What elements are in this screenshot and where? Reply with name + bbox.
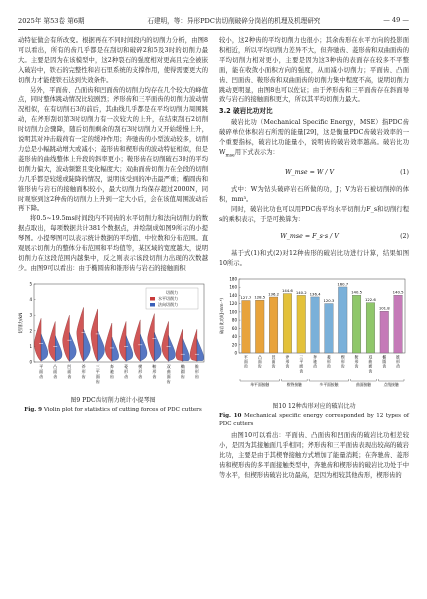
violin-normal (154, 332, 161, 361)
violin-horizontal (190, 329, 197, 361)
running-header (18, 14, 409, 26)
violin-horizontal (162, 321, 169, 361)
violin-normal (84, 329, 91, 361)
bar (338, 286, 347, 352)
x-tick-label: 锥 (396, 354, 400, 360)
group-label: 多平面接触 (319, 381, 339, 387)
x-tick-label: 形 (285, 358, 290, 364)
header-issue: 2025年 第53卷 第6期 (18, 17, 85, 25)
x-tick-label: 形 (81, 368, 86, 374)
paragraph: 较小，这2种齿的平均切削力也很小；其余齿形在水平方向的投影面积相近，所以平均切削力差异不大，但奔驰齿、菱形齿和双曲面齿的平均切削力相对更小，主要是因为这3种齿的表面存在较多不平整面，能在收敛小面积方向的强度，从而减小切削力；平面齿、凸面齿、凹面齿、鞍形齿和双曲面齿的切削力集中程度不高，说明切削力跳动更明显，由图8也可以佐证；由于斧形齿和三平面齿存在斜面导致与岩石的接触面积更大，所以其平均切削力最大。 (219, 37, 409, 104)
x-tick-label: 齿 (138, 373, 143, 379)
violin-horizontal (48, 321, 55, 361)
violin-horizontal (63, 315, 70, 361)
x-tick-label: 形 (327, 358, 331, 364)
right-column (219, 36, 409, 481)
violin-horizontal (119, 321, 126, 361)
x-tick-label: 齿 (299, 367, 304, 373)
violin-normal (55, 335, 62, 361)
x-tick-label: 菱 (124, 363, 129, 369)
equation-2-number: (2) (400, 232, 409, 240)
x-tick-label: 形 (396, 358, 400, 364)
x-tick-label: 椭 (180, 363, 185, 369)
figure-9-caption-en (18, 407, 208, 415)
y-tick-label: 140 (229, 292, 237, 298)
x-tick-label: 斧 (81, 363, 86, 369)
paragraph: 式中：W为钻头破碎岩石所做的功，J；V为岩石被切削掉的体积，mm³。 (219, 186, 409, 204)
figure-10-label: Fig. 10 (219, 413, 242, 420)
data-label: 136.2 (268, 291, 280, 297)
x-tick-label: 齿 (271, 363, 276, 369)
x-tick-label: 齿 (396, 363, 400, 369)
paragraph-text: 用下式表示为： (234, 148, 279, 156)
x-tick-label: 形 (152, 368, 157, 374)
x-tick-label: 双 (166, 363, 171, 369)
violin-horizontal (176, 329, 183, 361)
violin-normal (41, 334, 48, 361)
y-tick-label: 2 (29, 328, 32, 334)
bar (255, 300, 264, 353)
figure-10-caption-cn: 图10 12种齿形对应的破岩比功 (272, 403, 356, 411)
x-tick-label: 曲 (368, 358, 373, 364)
x-tick-label: 鞍 (152, 363, 157, 369)
y-tick-label: 0 (234, 350, 237, 356)
y-tick-label: 160 (229, 284, 237, 290)
figure-10 (219, 273, 409, 429)
x-tick-label: 面 (95, 373, 100, 379)
x-tick-label: 凸 (257, 354, 262, 360)
y-axis-label: 切削力/kN (19, 312, 24, 334)
violin-horizontal (77, 307, 84, 361)
x-tick-label: 奔 (313, 354, 317, 360)
x-tick-label: 双 (368, 354, 373, 360)
x-tick-label: 锥 (194, 363, 199, 369)
paragraph: 基于式(1)和式(2)对12种齿形的破岩比功进行计算，结果如图10所示。 (219, 249, 409, 267)
legend-swatch (150, 303, 155, 307)
x-tick-label: 面 (166, 373, 171, 379)
x-tick-label: 面 (299, 363, 304, 369)
equation-1-number: (1) (400, 169, 409, 177)
section-heading: 3.2 破岩比功对比 (219, 107, 273, 116)
y-tick-label: 100 (229, 308, 237, 314)
bar (380, 311, 389, 353)
bar (311, 296, 320, 352)
violin-normal (183, 338, 190, 361)
x-tick-label: 平 (299, 358, 304, 364)
violin-normal (69, 332, 76, 361)
x-tick-label: 齿 (180, 373, 185, 379)
data-label: 160.7 (337, 280, 349, 286)
violin-normal (169, 335, 176, 361)
y-tick-label: 5 (29, 281, 32, 287)
group-label: 单平面接触 (250, 381, 270, 387)
violin-horizontal (34, 318, 41, 361)
violin-normal (112, 337, 119, 361)
violin-horizontal (105, 323, 112, 361)
figure-10-caption-text: Mechanical specific energy corresponded by 12 types of PDC cutters (219, 413, 409, 427)
x-tick-label: 齿 (257, 363, 262, 369)
figure-9-caption-cn: 图9 PDC齿切削力统计小提琴图 (70, 396, 156, 404)
paragraph: 将0.5~19.5ms时间段内不同齿的水平切削力和法向切削力的数据点取出，每项数据共计381个数据点，并绘制成如图9所示的小提琴图。小提琴图可以表示统计数据的平均值、中位数和分布范围。直观展示切削力的整体分布范围和平均值等，某区域的宽度越大，说明切削力在这段范围内越集中，反之则表示该段切削力出现的次数越少。由图9可以看出：由于椭圆齿和锥形齿与岩石的接触面积 (18, 215, 208, 272)
x-tick-label: 平 (95, 368, 100, 374)
x-tick-label: 面 (53, 368, 58, 374)
x-tick-label: 平 (244, 354, 248, 360)
paragraph: 由图10可以看出：平面齿、凸面齿和凹面齿的破岩比功相差较小，是因为其接触面几乎相同；斧形齿和三平面齿表现出较高的破岩比功，主要是由于其楔脊接触方式增加了能量消耗；在奔驰齿、菱形齿和楔形齿的多平面接触类型中，奔驰齿和楔形齿的破岩比功处于中等水平，但楔形齿破岩比功最高，是因为相较其他齿形，楔形齿的 (219, 432, 409, 479)
x-tick-label: 面 (67, 368, 72, 374)
data-label: 140.5 (351, 289, 363, 295)
legend-label: 法向切削力 (158, 301, 178, 307)
violin-horizontal (91, 309, 98, 361)
header-title: 石建明，等：异形PDC齿切削破碎分岗岩的机理及机理研究 (147, 17, 321, 25)
x-tick-label: 齿 (382, 363, 387, 369)
x-tick-label: 齿 (124, 373, 129, 379)
x-tick-label: 齿 (67, 373, 72, 379)
x-tick-label: 齿 (285, 363, 290, 369)
x-tick-label: 齿 (166, 378, 171, 384)
bar (297, 295, 306, 353)
bar (325, 303, 334, 352)
group-label: 曲面接触 (355, 381, 372, 387)
x-tick-label: 齿 (152, 373, 157, 379)
x-tick-label: 齿 (340, 363, 345, 369)
x-tick-label: 齿 (368, 367, 373, 373)
data-label: 122.6 (364, 296, 376, 302)
x-tick-label: 凹 (67, 363, 72, 369)
bar (269, 297, 278, 353)
x-tick-label: 形 (340, 358, 345, 364)
x-tick-label: 曲 (166, 368, 171, 374)
x-tick-label: 齿 (109, 373, 114, 379)
y-tick-label: 1 (29, 343, 32, 349)
x-tick-label: 齿 (39, 373, 44, 379)
x-tick-label: 齿 (53, 373, 58, 379)
paragraph: 破岩比功（Mechanical Specific Energy，MSE）指PDC齿破碎单位体积岩石所需的能量[29]，这是衡量PDC齿破岩效率的一个重要指标，破岩比功能量小，说明齿的破岩效率越高。破岩比功$W_{mse}$用下式表示为： (219, 119, 409, 159)
header-rule (18, 29, 409, 30)
y-tick-label: 0 (29, 359, 32, 365)
data-label: 140.2 (295, 289, 307, 295)
x-tick-label: 驰 (313, 358, 317, 364)
x-tick-label: 齿 (81, 373, 86, 379)
legend-swatch (150, 297, 155, 301)
data-label: 128.5 (254, 294, 266, 300)
equation-1 (219, 165, 409, 181)
bar (242, 300, 251, 352)
x-tick-label: 面 (244, 358, 248, 364)
bar (352, 295, 361, 353)
x-tick-label: 齿 (244, 363, 248, 369)
data-label: 136.4 (309, 290, 321, 296)
x-tick-label: 齿 (313, 363, 317, 369)
x-tick-label: 齿 (194, 373, 199, 379)
left-column (18, 36, 208, 414)
figure-10-caption-en (219, 413, 409, 428)
legend-label: 水平切削力 (158, 295, 178, 301)
x-tick-label: 圆 (180, 368, 185, 374)
x-tick-label: 三 (95, 363, 100, 369)
data-label: 101.8 (378, 305, 390, 311)
x-tick-label: 形 (354, 358, 359, 364)
x-tick-label: 凸 (53, 363, 58, 369)
bar (394, 295, 403, 353)
data-label: 120.3 (323, 297, 335, 303)
y-tick-label: 60 (231, 325, 237, 331)
x-tick-label: 齿 (354, 363, 359, 369)
x-tick-label: 鞍 (354, 354, 359, 360)
bar (366, 302, 375, 352)
y-tick-label: 3 (29, 312, 32, 318)
data-label: 140.5 (392, 289, 404, 295)
group-label: 楔脊接触 (286, 381, 302, 387)
x-tick-label: 凹 (271, 354, 276, 360)
x-tick-label: 三 (299, 354, 304, 360)
violin-normal (197, 338, 204, 361)
x-tick-label: 驰 (109, 368, 114, 374)
x-tick-label: 面 (39, 368, 44, 374)
header-page-number: — 49 — (383, 16, 409, 24)
bar-chart (219, 273, 409, 397)
y-tick-label: 40 (231, 333, 237, 339)
y-tick-label: 80 (231, 317, 237, 323)
x-tick-label: 面 (257, 358, 262, 364)
x-tick-label: 面 (368, 363, 373, 369)
violin-horizontal (133, 320, 140, 361)
x-tick-label: 菱 (327, 354, 331, 360)
data-label: 144.6 (281, 287, 293, 293)
equation-2 (219, 229, 409, 245)
y-tick-label: 180 (229, 276, 237, 282)
figure-9-caption-text: Violin plot for statistics of cutting forces of PDC cutters (43, 406, 202, 413)
violin-normal (126, 335, 133, 361)
y-tick-label: 120 (229, 300, 237, 306)
violin-normal (98, 331, 105, 361)
x-tick-label: 奔 (109, 363, 114, 369)
violin-normal (140, 334, 147, 361)
equation-1-expression: W_mse = W / V (285, 169, 335, 177)
paragraph: 同时，破岩比功也可以用PDC齿平均水平切削力F_s和切削行程s的乘积表示，于是可换算为： (219, 205, 409, 223)
x-tick-label: 面 (271, 358, 276, 364)
figure-9-label: Fig. 9 (24, 406, 43, 413)
x-tick-label: 楔 (340, 354, 345, 360)
data-label: 127.7 (240, 294, 252, 300)
y-tick-label: 20 (231, 341, 237, 347)
group-label: 点线接触 (383, 381, 399, 387)
x-tick-label: 齿 (327, 363, 331, 369)
y-tick-label: 4 (29, 296, 32, 302)
x-tick-label: 圆 (382, 358, 387, 364)
x-tick-label: 形 (124, 368, 129, 374)
paragraph-text: 破岩比功（Mechanical Specific Energy，MSE）指PDC齿破碎单位体积岩石所需的能量[29]，这是衡量PDC齿破岩效率的一个重要指标，破岩比功能量小，说明齿的破岩效率越高。破岩比功W (219, 119, 409, 156)
x-tick-label: 椭 (382, 354, 387, 360)
y-axis-label: 破岩比功/(J·mm⁻³) (219, 297, 224, 334)
x-tick-label: 形 (138, 368, 143, 374)
paragraph: 另外，平面齿、凸面齿和凹面齿的切削力均存在几个较大的峰值点，同时整体跳动情况比较剧烈；斧形齿和三平面齿的切削力波动情况相似，在有切削石3的前后，其曲线几乎都是在平均切削力周围跳动，在斧形刮切第3时切削力有一次较大的上升，在结束刮石2切削时切削力会骤降，随后切削剩余的刮石3时切削力又开始缓慢上升，说明其对冲击载荷有一定的缓冲作用；奔驰齿的小型波动较多，切削力总是小幅跳动增大或减小；菱形齿和楔形齿的波动特征相似，但是菱形齿的曲线整体上升段的斜率更小；鞍形齿在切削破石3时的平均切削力偏大，波动频繁且变化幅度大；双曲面齿切削力在全段的切削力几乎都是较缓或陡降的情况，说明该受到的冲击最严重；椭圆齿和锥形齿与岩石的接触面积较小，最大切削力均保存超过2000N，同时观察到这2种齿的切削力上升到一定大小后，会在该值周围波动后再下降。 (18, 86, 208, 213)
x-tick-label: 平 (39, 363, 44, 369)
violin-plot (18, 278, 208, 390)
legend-title: 切削力 (166, 289, 178, 295)
x-tick-label: 形 (194, 368, 199, 374)
figure-9 (18, 278, 208, 414)
paragraph: 动特征做会有所改变。根据再在不同时间段内的切削力分析，由图8可以看出，所有的齿几乎都是在刮切和破碎2和5及3时的切削力最大。主要是因为在该模型中，这2种裂石的强度相对更高且完全被嵌入破岩中，铁石的完整性和岩石里系统的支撑作用，使得需要更大的切削力才能使铁石达到失效条件。 (18, 37, 208, 84)
equation-2-expression: W_mse = F_s·s / V (280, 232, 339, 240)
x-tick-label: 齿 (95, 378, 100, 384)
x-tick-label: 斧 (285, 354, 290, 360)
x-tick-label: 楔 (138, 363, 143, 369)
violin-horizontal (148, 313, 155, 361)
bar (283, 293, 292, 352)
